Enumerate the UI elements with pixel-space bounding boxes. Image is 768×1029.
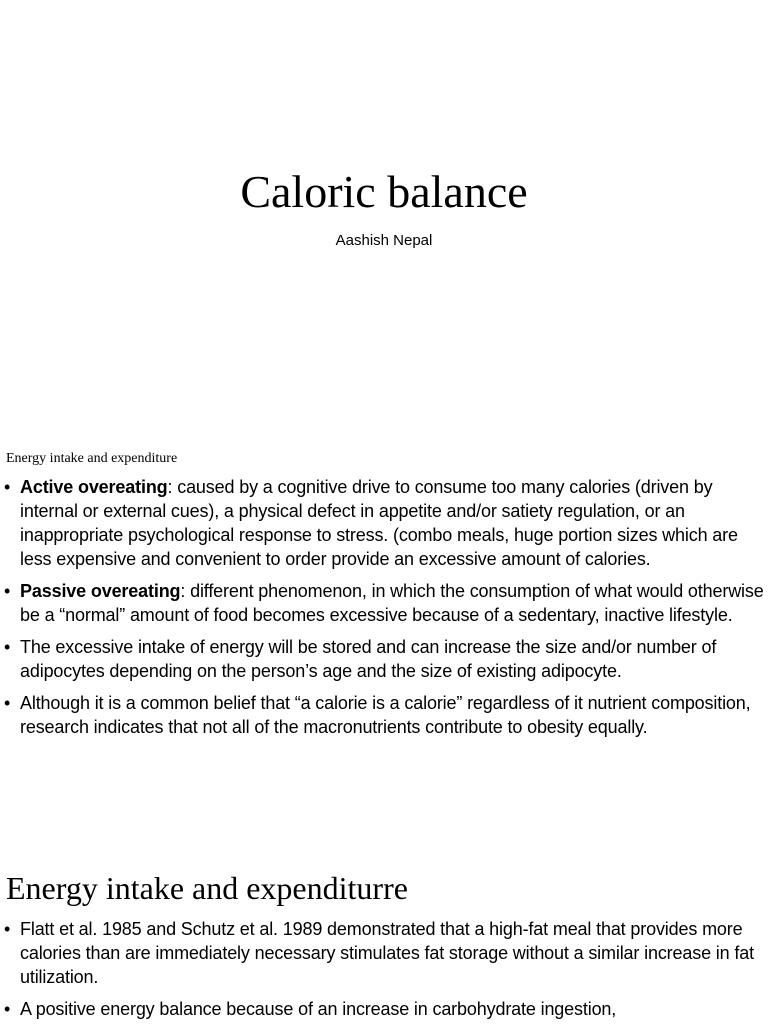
bullet-flatt-schutz — [0, 917, 764, 989]
bullet-positive-balance — [0, 997, 764, 1021]
section-heading: Energy intake and expenditurre — [6, 870, 408, 906]
bullet-dot-icon: • — [4, 919, 11, 939]
bullet-active-overeating — [0, 475, 764, 571]
slide-title: Caloric balance — [240, 166, 528, 217]
bullet-list-intake — [0, 475, 764, 747]
bullet-dot-icon: • — [4, 637, 11, 657]
bullet-text: The excessive intake of energy will be stored and can increase the size and/or number of adipocytes depending on the person’s age and the size of existing adipocyte. — [20, 637, 717, 681]
bullet-text: A positive energy balance because of an increase in carbohydrate ingestion, — [20, 999, 617, 1019]
bullet-term: Passive overeating — [20, 581, 181, 601]
bullet-text: Although it is a common belief that “a calorie is a calorie” regardless of it nutrient composition, research indicates that not all of the macronutrients contribute to obesity equally. — [20, 693, 751, 737]
bullet-text: : different phenomenon, in which the consumption of what would otherwise be a “normal” amount of food becomes excessive because of a sedentary, inactive lifestyle. — [20, 581, 764, 625]
bullet-term: Active overeating — [20, 477, 168, 497]
bullet-dot-icon: • — [4, 581, 11, 601]
bullet-passive-overeating — [0, 579, 764, 627]
bullet-calorie-belief — [0, 691, 764, 739]
bullet-text: : caused by a cognitive drive to consume too many calories (driven by internal or external cues), a physical defect in appetite and/or satiety regulation, or an inappropriate psychological response to stress. (combo meals, huge portion sizes which are less expensive and convenient to order provide an excessive amount of calories. — [20, 477, 738, 569]
slide-author: Aashish Nepal — [335, 232, 433, 249]
bullet-dot-icon: • — [4, 999, 11, 1019]
bullet-dot-icon: • — [4, 693, 11, 713]
bullet-text: Flatt et al. 1985 and Schutz et al. 1989 demonstrated that a high-fat meal that provides more calories than are immediately necessary stimulates fat storage without a similar increase in fat utilization. — [20, 919, 754, 987]
bullet-list-expenditure — [0, 917, 764, 1029]
bullet-energy-storage — [0, 635, 764, 683]
section-caption: Energy intake and expenditure — [6, 451, 178, 466]
bullet-dot-icon: • — [4, 477, 11, 497]
